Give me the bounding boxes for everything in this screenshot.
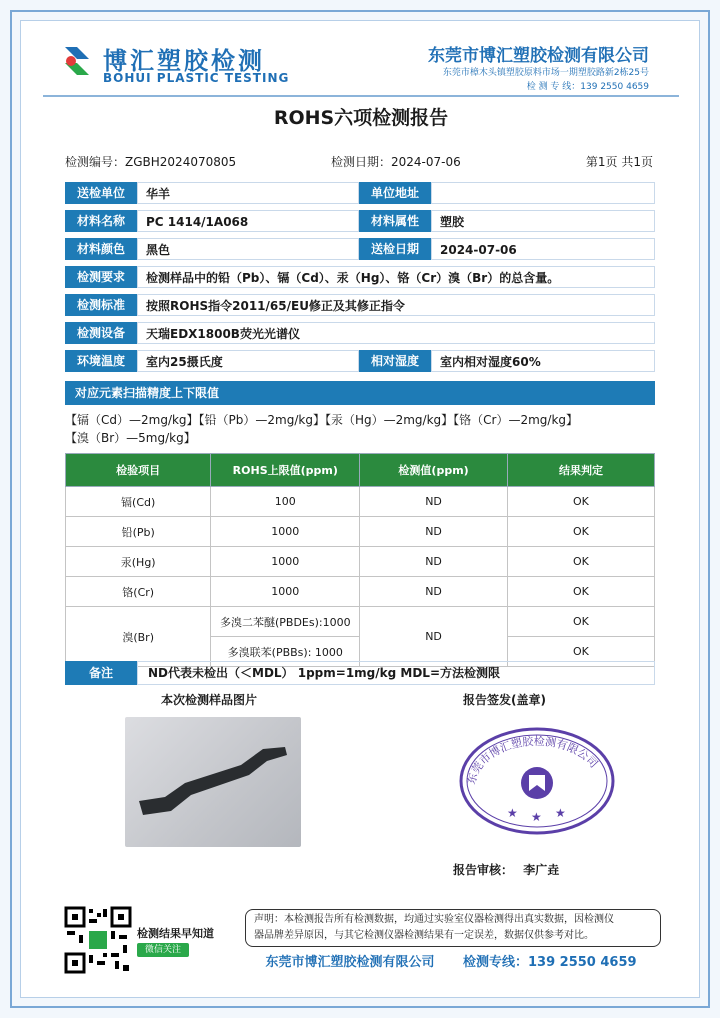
seal-text: 东莞市博汇塑胶检测有限公司 (464, 734, 601, 786)
svg-text:★: ★ (531, 810, 542, 824)
company-name: 东莞市博汇塑胶检测有限公司 (428, 46, 649, 66)
wechat-follow-badge: 微信关注 (137, 943, 189, 957)
report-number-label: 检测编号： (65, 155, 126, 169)
cell-limit: 1000 (211, 577, 360, 607)
cell-result: OK (507, 577, 654, 607)
info-row-color (65, 237, 655, 261)
address-label: 单位地址 (359, 182, 431, 204)
limits-text (65, 411, 655, 447)
table-row (66, 517, 655, 547)
sample-dumbbell-icon (125, 717, 301, 847)
svg-text:★: ★ (507, 806, 518, 820)
cell-limit: 100 (211, 487, 360, 517)
svg-text:★: ★ (555, 806, 566, 820)
cell-limit: 1000 (211, 517, 360, 547)
col-header-item: 检验项目 (66, 454, 211, 487)
cell-item: 镉(Cd) (66, 487, 211, 517)
cell-result: OK (507, 607, 654, 637)
sample-photo (125, 717, 301, 847)
cell-item: 铬(Cr) (66, 577, 211, 607)
info-row-environment (65, 349, 655, 373)
company-logo-icon (59, 43, 95, 79)
cell-limit-pbdes: 多溴二苯醚(PBDEs):1000 (211, 607, 360, 637)
logo-text-en: BOHUI PLASTIC TESTING (103, 71, 290, 85)
reviewer-name: 李广垚 (523, 863, 560, 877)
info-row-equipment (65, 321, 655, 345)
requirement-value: 检测样品中的铅（Pb）、镉（Cd）、汞（Hg）、铬（Cr）溴（Br）的总含量。 (137, 266, 655, 288)
send-date-value: 2024-07-06 (431, 238, 655, 260)
requirement-label: 检测要求 (65, 266, 137, 288)
cell-item: 汞(Hg) (66, 547, 211, 577)
info-row-material (65, 209, 655, 233)
send-date-label: 送检日期 (359, 238, 431, 260)
standard-label: 检测标准 (65, 294, 137, 316)
humidity-label: 相对湿度 (359, 350, 431, 372)
cell-value: ND (360, 547, 508, 577)
report-date-value: 2024-07-06 (391, 155, 461, 169)
reviewer (453, 861, 559, 878)
cell-value: ND (360, 487, 508, 517)
cell-result: OK (507, 517, 654, 547)
cell-value: ND (360, 577, 508, 607)
company-hotline: 检 测 专 线：139 2550 4659 (526, 82, 649, 92)
notes-text: ND代表未检出（＜MDL） 1ppm=1mg/kg MDL=方法检测限 (137, 661, 655, 685)
report-title: ROHS六项检测报告 (273, 107, 449, 129)
cell-limit: 1000 (211, 547, 360, 577)
equipment-label: 检测设备 (65, 322, 137, 344)
cell-item: 溴(Br) (66, 607, 211, 667)
cell-result: OK (507, 487, 654, 517)
col-header-limit: ROHS上限值(ppm) (211, 454, 360, 487)
footer-company: 东莞市博汇塑胶检测有限公司 (265, 955, 435, 970)
photo-caption: 本次检测样品图片 (161, 693, 258, 707)
notes-label: 备注 (65, 661, 137, 685)
table-row (66, 577, 655, 607)
report-number (65, 153, 236, 170)
logo-text-cn: 博汇塑胶检测 (103, 47, 265, 75)
temp-label: 环境温度 (65, 350, 137, 372)
col-header-value: 检测值(ppm) (360, 454, 508, 487)
standard-value: 按照ROHS指令2011/65/EU修正及其修正指令 (137, 294, 655, 316)
results-table (65, 453, 655, 667)
company-address: 东莞市樟木头镇塑胶原料市场一期塑胶路新2栋25号 (442, 68, 649, 78)
cell-limit-pbbs: 多溴联苯(PBBs): 1000 (211, 637, 360, 667)
info-row-requirement (65, 265, 655, 289)
disclaimer-line-2: 器品牌差异原因，与其它检测仪器检测结果有一定误差，数据仅供参考对比。 (254, 930, 594, 941)
cell-value: ND (360, 517, 508, 547)
table-row-br (66, 607, 655, 637)
material-attr-value: 塑胶 (431, 210, 655, 232)
material-name-value: PC 1414/1A068 (137, 210, 359, 232)
cell-result: OK (507, 637, 654, 667)
sender-value: 华羊 (137, 182, 359, 204)
table-row (66, 487, 655, 517)
limits-line-2: 【溴（Br）—5mg/kg】 (65, 431, 196, 445)
table-row (66, 547, 655, 577)
footer (21, 951, 700, 970)
header-divider (43, 95, 679, 97)
company-seal-icon (457, 725, 617, 837)
limits-line-1: 【镉（Cd）—2mg/kg】【铅（Pb）—2mg/kg】【汞（Hg）—2mg/kg】【铬（Cr）—2mg/kg】 (65, 413, 579, 427)
color-label: 材料颜色 (65, 238, 137, 260)
disclaimer-box (245, 909, 661, 947)
cell-value: ND (360, 607, 508, 667)
info-row-sender (65, 181, 655, 205)
address-value (431, 182, 655, 204)
info-row-standard (65, 293, 655, 317)
cell-result: OK (507, 547, 654, 577)
scan-prompt: 检测结果早知道 (137, 927, 214, 940)
humidity-value: 室内相对湿度60% (431, 350, 655, 372)
limits-heading: 对应元素扫描精度上下限值 (65, 381, 655, 405)
sender-label: 送检单位 (65, 182, 137, 204)
temp-value: 室内25摄氏度 (137, 350, 359, 372)
material-attr-label: 材料属性 (359, 210, 431, 232)
material-name-label: 材料名称 (65, 210, 137, 232)
sign-caption: 报告签发(盖章) (463, 693, 546, 707)
cell-item: 铅(Pb) (66, 517, 211, 547)
disclaimer-line-1: 声明：本检测报告所有检测数据，均通过实验室仪器检测得出真实数据，因检测仪 (254, 914, 614, 925)
report-date (331, 153, 461, 170)
footer-hotline: 检测专线：139 2550 4659 (462, 955, 637, 970)
report-number-value: ZGBH2024070805 (125, 155, 237, 169)
table-header-row (66, 454, 655, 487)
report-date-label: 检测日期： (331, 155, 392, 169)
report-page (20, 20, 700, 998)
equipment-value: 天瑞EDX1800B荧光光谱仪 (137, 322, 655, 344)
color-value: 黑色 (137, 238, 359, 260)
reviewer-label: 报告审核： (453, 863, 514, 877)
page-indicator: 第1页 共1页 (585, 155, 653, 169)
col-header-result: 结果判定 (507, 454, 654, 487)
